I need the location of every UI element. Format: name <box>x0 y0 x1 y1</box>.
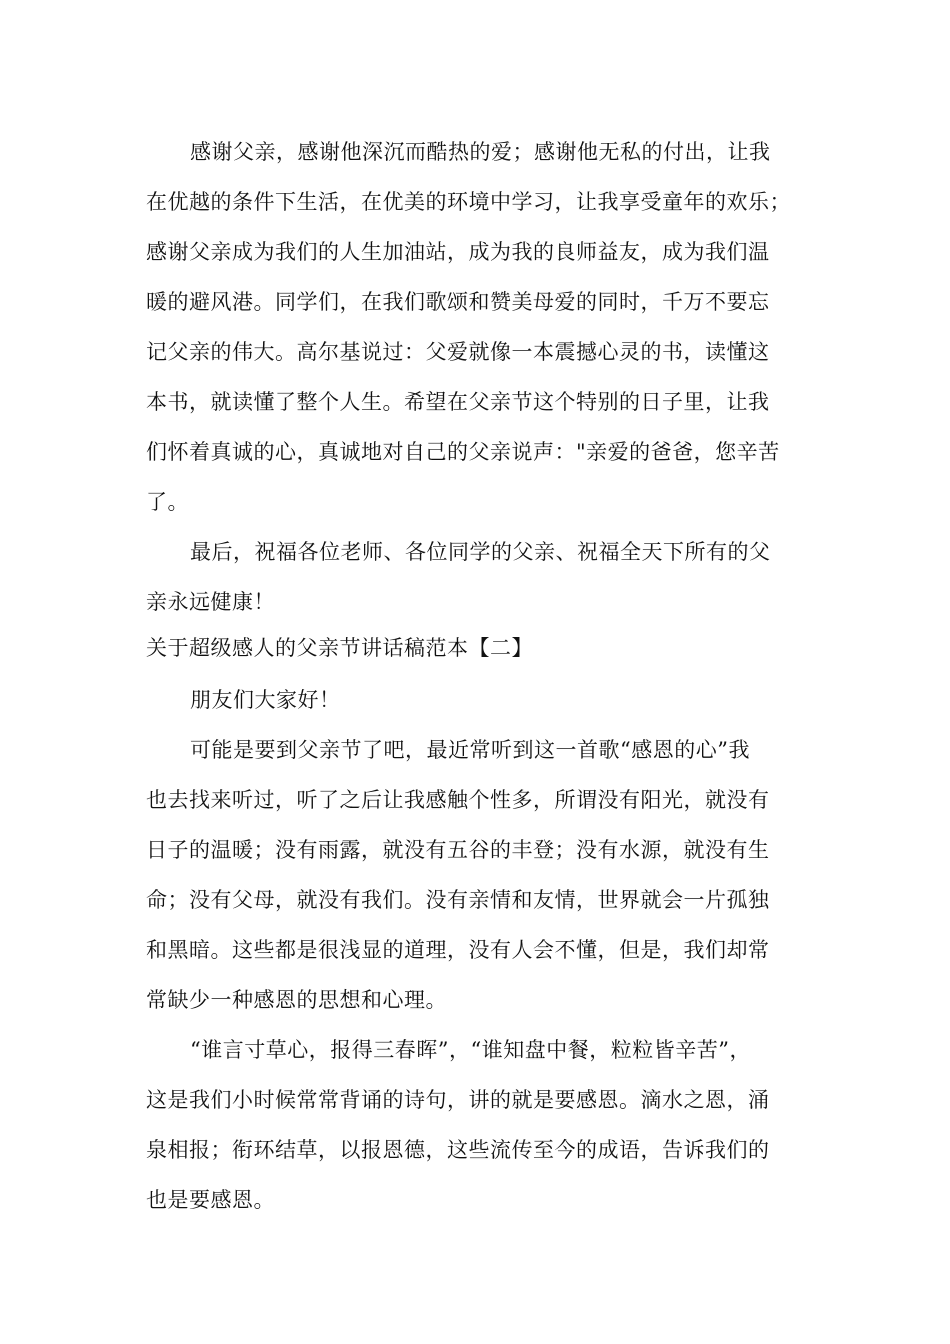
greeting: 朋友们大家好！ <box>190 688 341 712</box>
paragraph-3-line-2: 也去找来听过，听了之后让我感触个性多，所谓没有阳光，就没有 <box>146 788 770 812</box>
paragraph-3-line-6: 常缺少一种感恩的思想和心理。 <box>146 988 447 1012</box>
paragraph-4-line-2: 这是我们小时候常常背诵的诗句，讲的就是要感恩。滴水之恩，涌 <box>146 1088 770 1112</box>
paragraph-3-line-3: 日子的温暖；没有雨露，就没有五谷的丰登；没有水源，就没有生 <box>146 838 770 862</box>
paragraph-3-line-5: 和黑暗。这些都是很浅显的道理，没有人会不懂，但是，我们却常 <box>146 938 770 962</box>
paragraph-4-line-1: “谁言寸草心，报得三春晖”，“谁知盘中餐，粒粒皆辛苦”， <box>190 1038 751 1062</box>
paragraph-1-line-5: 记父亲的伟大。高尔基说过：父爱就像一本震撼心灵的书，读懂这 <box>146 340 770 364</box>
paragraph-1-line-1: 感谢父亲，感谢他深沉而酷热的爱；感谢他无私的付出，让我 <box>190 140 771 164</box>
section-heading: 关于超级感人的父亲节讲话稿范本【二】 <box>146 636 533 660</box>
paragraph-2-line-1: 最后，祝福各位老师、各位同学的父亲、祝福全天下所有的父 <box>190 540 771 564</box>
paragraph-1-line-3: 感谢父亲成为我们的人生加油站，成为我的良师益友，成为我们温 <box>146 240 770 264</box>
paragraph-3-line-1: 可能是要到父亲节了吧，最近常听到这一首歌“感恩的心”我 <box>190 738 750 762</box>
paragraph-4-line-4: 也是要感恩。 <box>146 1188 275 1212</box>
paragraph-1-line-8: 了。 <box>146 490 189 514</box>
paragraph-3-line-4: 命；没有父母，就没有我们。没有亲情和友情，世界就会一片孤独 <box>146 888 770 912</box>
paragraph-1-line-4: 暖的避风港。同学们，在我们歌颂和赞美母爱的同时，千万不要忘 <box>146 290 770 314</box>
paragraph-1-line-7: 们怀着真诚的心，真诚地对自己的父亲说声："亲爱的爸爸，您辛苦 <box>146 440 780 464</box>
paragraph-1-line-2: 在优越的条件下生活，在优美的环境中学习，让我享受童年的欢乐； <box>146 190 791 214</box>
paragraph-4-line-3: 泉相报；衔环结草，以报恩德，这些流传至今的成语，告诉我们的 <box>146 1138 770 1162</box>
paragraph-2-line-2: 亲永远健康！ <box>146 590 275 614</box>
paragraph-1-line-6: 本书，就读懂了整个人生。希望在父亲节这个特别的日子里，让我 <box>146 390 770 414</box>
